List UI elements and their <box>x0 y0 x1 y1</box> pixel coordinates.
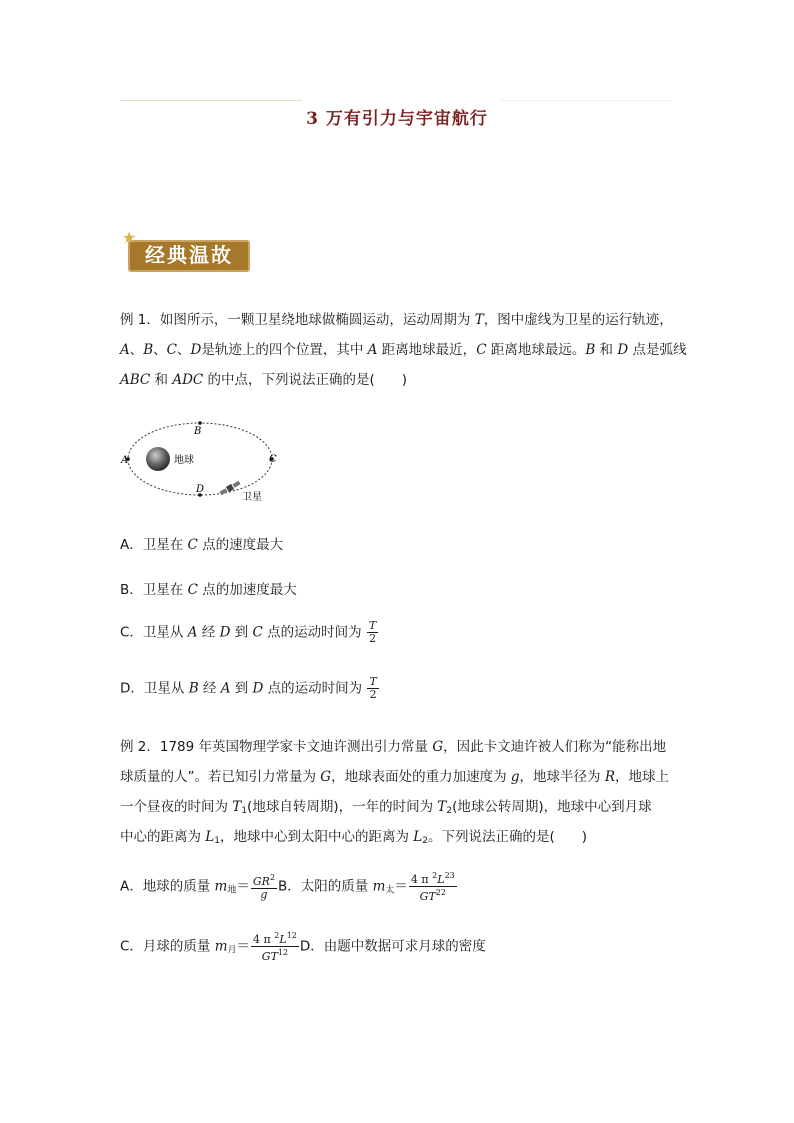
example2-line4: 中心的距离为 $L_1$，地球中心到太阳中心的距离为 $L_2$。下列说法正确的是( ) <box>120 829 588 846</box>
example2-line1: 例 2．1789 年英国物理学家卡文迪许测出引力常量 G，因此卡文迪许被人们称为“能称出地 <box>120 739 667 755</box>
example1-option-A: A．卫星在 C 点的速度最大 <box>120 537 284 553</box>
fraction-T-over-2: $\frac{T}{2}$ <box>368 619 377 645</box>
orbit-figure <box>118 412 286 504</box>
header-rule-right <box>500 100 670 101</box>
satellite-icon <box>219 480 241 496</box>
example2-options-AB: A．地球的质量 $m_地=$ $\frac{GR^2}{g}$ B．太阳的质量 $m_太=$ $\frac{4 \pi ^2L^{23}}{GT^{22}}$ <box>120 871 455 903</box>
section-badge <box>122 230 254 276</box>
label-A: A <box>121 455 129 466</box>
label-C: C <box>269 454 277 465</box>
fraction-moon-mass: $\frac{4 \pi ^2L^{12}}{GT^{12}}$ <box>253 931 297 963</box>
earth-label: 地球 <box>174 455 194 466</box>
example1-option-B: B．卫星在 C 点的加速度最大 <box>120 582 297 598</box>
fraction-T-over-2-b: $\frac{T}{2}$ <box>369 675 377 701</box>
label-B: B <box>194 426 202 437</box>
point-B <box>198 421 202 425</box>
fraction-sun-mass: $\frac{4 \pi ^2L^{23}}{GT^{22}}$ <box>410 871 455 903</box>
badge-label: 经典温故 <box>145 243 233 267</box>
example1-option-C: C．卫星从 A 经 D 到 C 点的运动时间为 $\frac{T}{2}$ <box>120 619 377 645</box>
page-title: 3 万有引力与宇宙航行 <box>306 109 488 129</box>
example1-line2: A、B、C、D是轨迹上的四个位置，其中 A 距离地球最近，C 距离地球最远。B 和 D 点是弧线 <box>120 342 687 358</box>
satellite-label: 卫星 <box>242 492 262 503</box>
example1-option-D: D．卫星从 B 经 A 到 D 点的运动时间为 $\frac{T}{2}$ <box>120 675 377 701</box>
star-icon: ★ <box>122 228 137 247</box>
example1-line1: 例 1．如图所示，一颗卫星绕地球做椭圆运动，运动周期为 T，图中虚线为卫星的运行轨迹， <box>120 312 673 328</box>
earth-icon <box>146 447 170 471</box>
example2-line3: 一个昼夜的时间为 $T_1$(地球自转周期)，一年的时间为 $T_2$(地球公转周期)，地球中心到月球 <box>120 799 652 816</box>
example1-line3: ABC 和 ADC 的中点，下列说法正确的是( ) <box>120 372 408 388</box>
label-D: D <box>196 484 205 495</box>
header-rule-left <box>120 100 302 101</box>
example2-options-CD: C．月球的质量 $m_月=$ $\frac{4 \pi ^2L^{12}}{GT^{12}}$ D．由题中数据可求月球的密度 <box>120 931 486 963</box>
example2-line2: 球质量的人”。若已知引力常量为 G，地球表面处的重力加速度为 g，地球半径为 R，地球上 <box>120 769 670 785</box>
fraction-earth-mass: $\frac{GR^2}{g}$ <box>252 873 276 901</box>
